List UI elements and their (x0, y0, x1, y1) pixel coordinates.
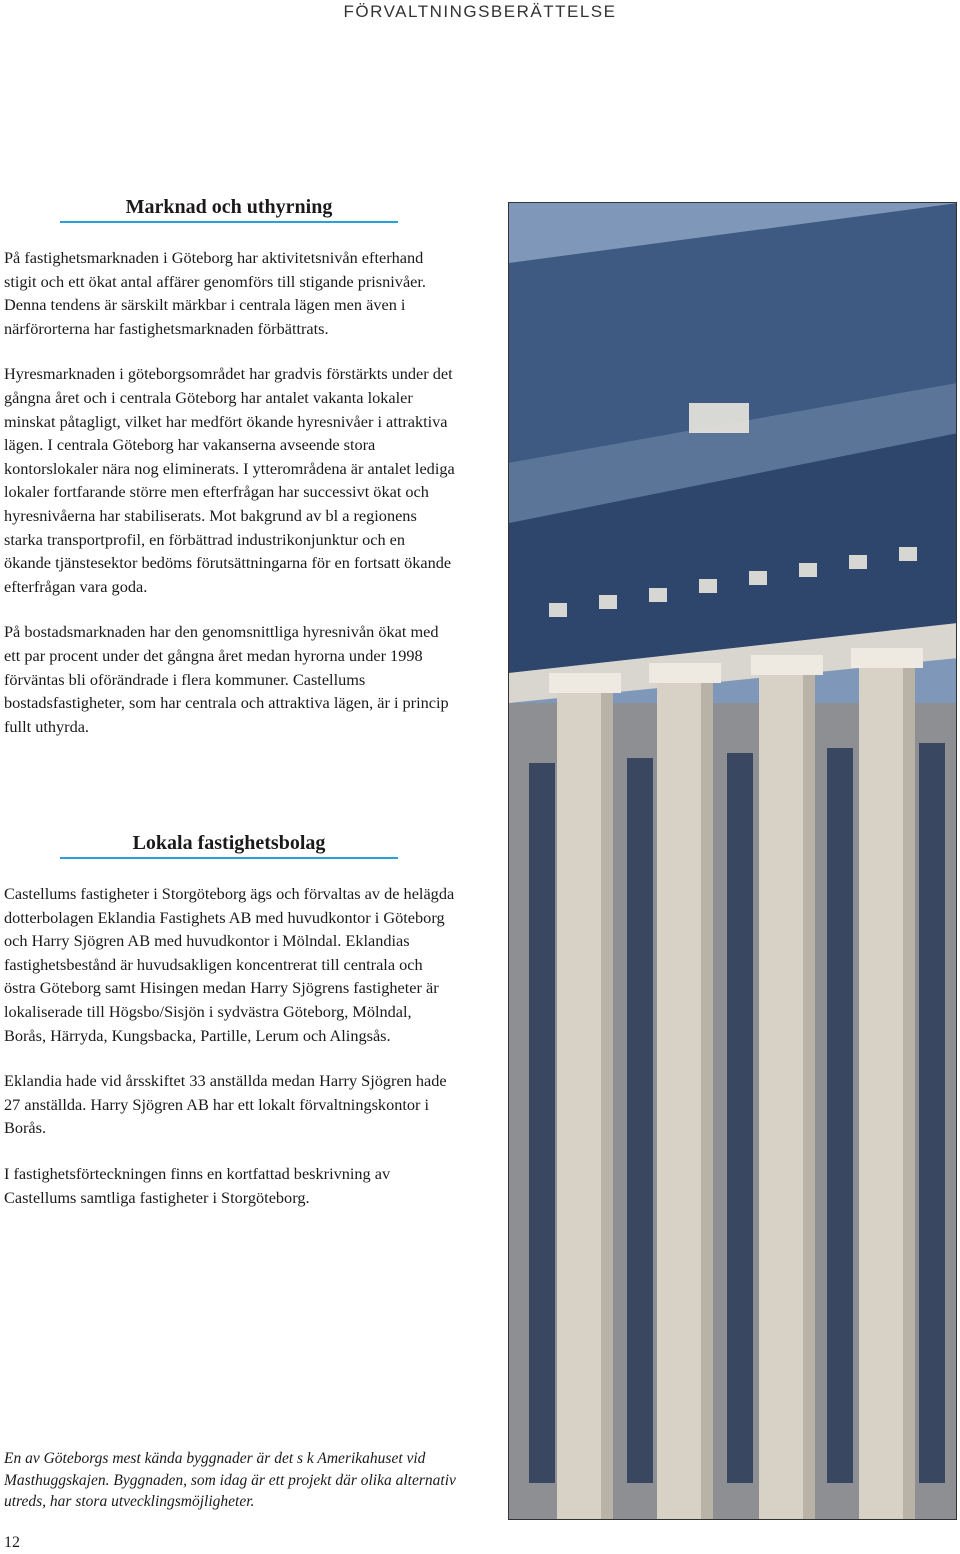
body-paragraph: Eklandia hade vid årsskiftet 33 anställda medan Harry Sjögren hade 27 anställda. Harry Sjögren AB har ett lokalt förvaltningskontor i Borås. (4, 1071, 447, 1138)
section-heading: Marknad och uthyrning (60, 196, 398, 223)
page-number: 12 (4, 1534, 20, 1551)
body-paragraph: I fastighetsförteckningen finns en kortfattad beskrivning av Castellums samtliga fastigheter i Storgöteborg. (4, 1163, 391, 1207)
running-head: FÖRVALTNINGSBERÄTTELSE (343, 2, 617, 21)
body-paragraph: Castellums fastigheter i Storgöteborg ägs och förvaltas av de helägda dotterbolagen Eklandia Fastighets AB med huvudkontor i Göteborg och Harry Sjögren AB med huvudkontor i Mölndal. Eklandias fastighetsbestånd är huvudsakligen koncentrerat till centrala och östra Göteborg samt Hisingen medan Harry Sjögrens fastigheter är lokaliserade till Högsbo/Sisjön i sydvästra Göteborg, Mölndal, Borås, Härryda, Kungsbacka, Partille, Lerum och Alingsås. (4, 884, 455, 1045)
body-paragraph: Hyresmarknaden i göteborgsområdet har gradvis förstärkts under det gångna året och i centrala Göteborg har antalet vakanta lokaler minskat påtagligt, vilket har medfört ökande hyresnivåer i attraktiva lägen. I centrala Göteborg har vakanserna avseende stora kontorslokaler nära nog eliminerats. I ytterområdena är antalet lediga lokaler fortfarande större men efterfrågan har successivt ökat och hyresnivåerna har stabiliserats. Mot bakgrund av bl a regionens starka transportprofil, en förbättrad industrikonjunktur och en ökande tjänstesektor bedöms förutsättningarna för en fortsatt ökande efterfrågan vara goda. (4, 364, 455, 596)
photo-caption: En av Göteborgs mest kända byggnader är det s k Amerikahuset vid Masthuggskajen. Byggnaden, som idag är ett projekt där olika alternativ utreds, har stora utvecklingsmöjligheter. (4, 1450, 456, 1510)
building-photo (508, 202, 957, 1520)
body-paragraph: På fastighetsmarknaden i Göteborg har aktivitetsnivån efterhand stigit och ett ökat antal affärer genomförs till stigande prisnivåer. Denna tendens är särskilt märkbar i centrala lägen men även i närförorterna har fastighetsmarknaden förbättrats. (4, 248, 426, 338)
section-heading: Lokala fastighetsbolag (60, 832, 398, 859)
section-market (4, 196, 456, 738)
section-local-companies (4, 832, 456, 1209)
building-illustration (509, 203, 957, 1520)
body-paragraph: På bostadsmarknaden har den genomsnittliga hyresnivån ökat med ett par procent under det gångna året medan hyrorna under 1998 förväntas bli oförändrade i flera kommuner. Castellums bostadsfastigheter, som har centrala och attraktiva lägen, är i princip fullt uthyrda. (4, 622, 449, 736)
